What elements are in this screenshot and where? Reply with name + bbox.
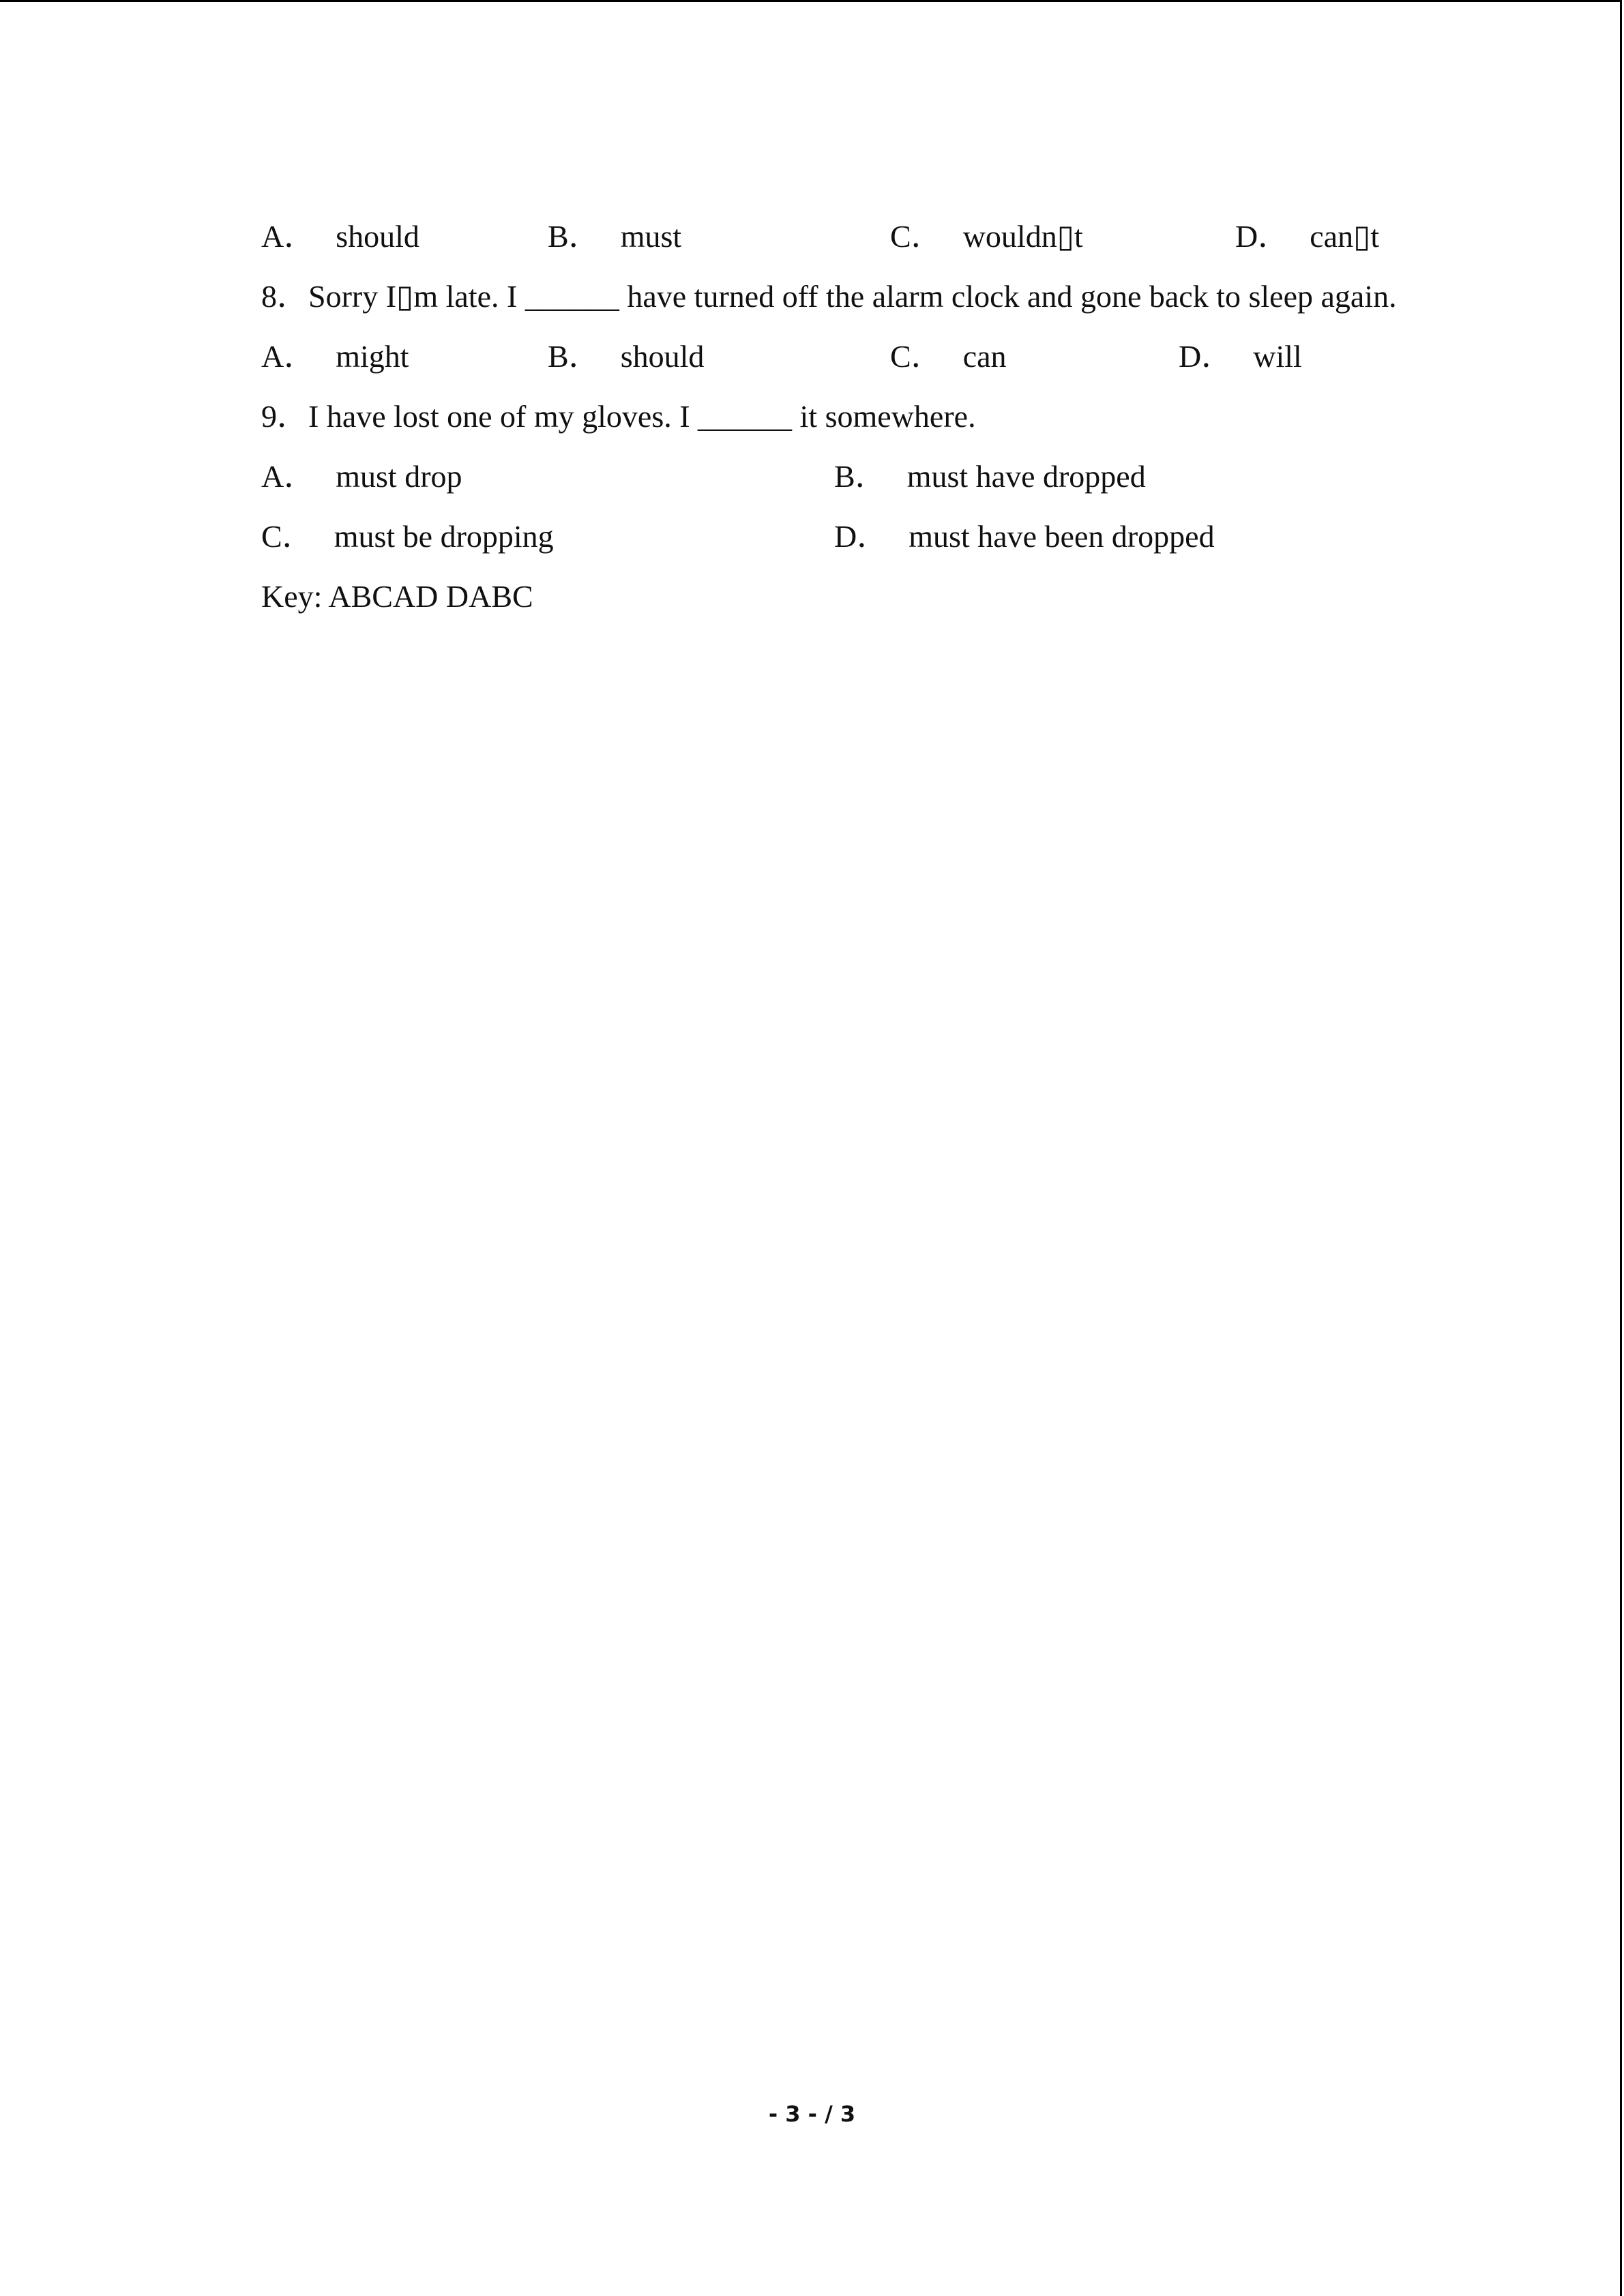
q9-option-a[interactable]: [261, 457, 462, 496]
q9-option-b[interactable]: [834, 457, 1146, 496]
option-text: might: [336, 339, 409, 374]
option-letter: A．: [261, 459, 316, 494]
q8-question-text: 8．Sorry I▯m late. I ______ have turned off the alarm clock and gone back to sleep again.: [261, 279, 1397, 314]
page-number: - 3 - / 3: [768, 2101, 856, 2127]
option-letter: A．: [261, 219, 316, 254]
option-text: must: [620, 219, 682, 254]
q8-option-b[interactable]: [548, 337, 704, 376]
option-letter: B．: [548, 219, 600, 254]
q7-option-b[interactable]: [548, 217, 681, 256]
q9-question-text: 9．I have lost one of my gloves. I ______ it somewhere.: [261, 399, 976, 434]
option-letter: D．: [834, 519, 889, 554]
option-text: should: [336, 219, 419, 254]
option-letter: B．: [548, 339, 600, 374]
q9-option-c[interactable]: [261, 517, 554, 556]
option-text: wouldn▯t: [962, 219, 1083, 254]
q8-option-d[interactable]: [1179, 337, 1302, 376]
option-text: must have been dropped: [909, 519, 1215, 554]
q7-option-d[interactable]: [1235, 217, 1379, 256]
option-letter: D．: [1235, 219, 1290, 254]
option-text: must be dropping: [334, 519, 554, 554]
q8-option-c[interactable]: [890, 337, 1007, 376]
q7-option-c[interactable]: [890, 217, 1083, 256]
q7-option-a[interactable]: [261, 217, 419, 256]
option-letter: C．: [890, 339, 943, 374]
q9-option-d[interactable]: [834, 517, 1215, 556]
option-letter: B．: [834, 459, 887, 494]
option-letter: C．: [890, 219, 943, 254]
option-text: must drop: [336, 459, 462, 494]
option-letter: D．: [1179, 339, 1233, 374]
q8-option-a[interactable]: [261, 337, 409, 376]
option-text: must have dropped: [906, 459, 1146, 494]
answer-key: Key: ABCAD DABC: [261, 579, 533, 614]
option-letter: A．: [261, 339, 316, 374]
option-letter: C．: [261, 519, 314, 554]
option-text: can▯t: [1310, 219, 1380, 254]
option-text: can: [962, 339, 1007, 374]
option-text: will: [1253, 339, 1302, 374]
option-text: should: [620, 339, 705, 374]
